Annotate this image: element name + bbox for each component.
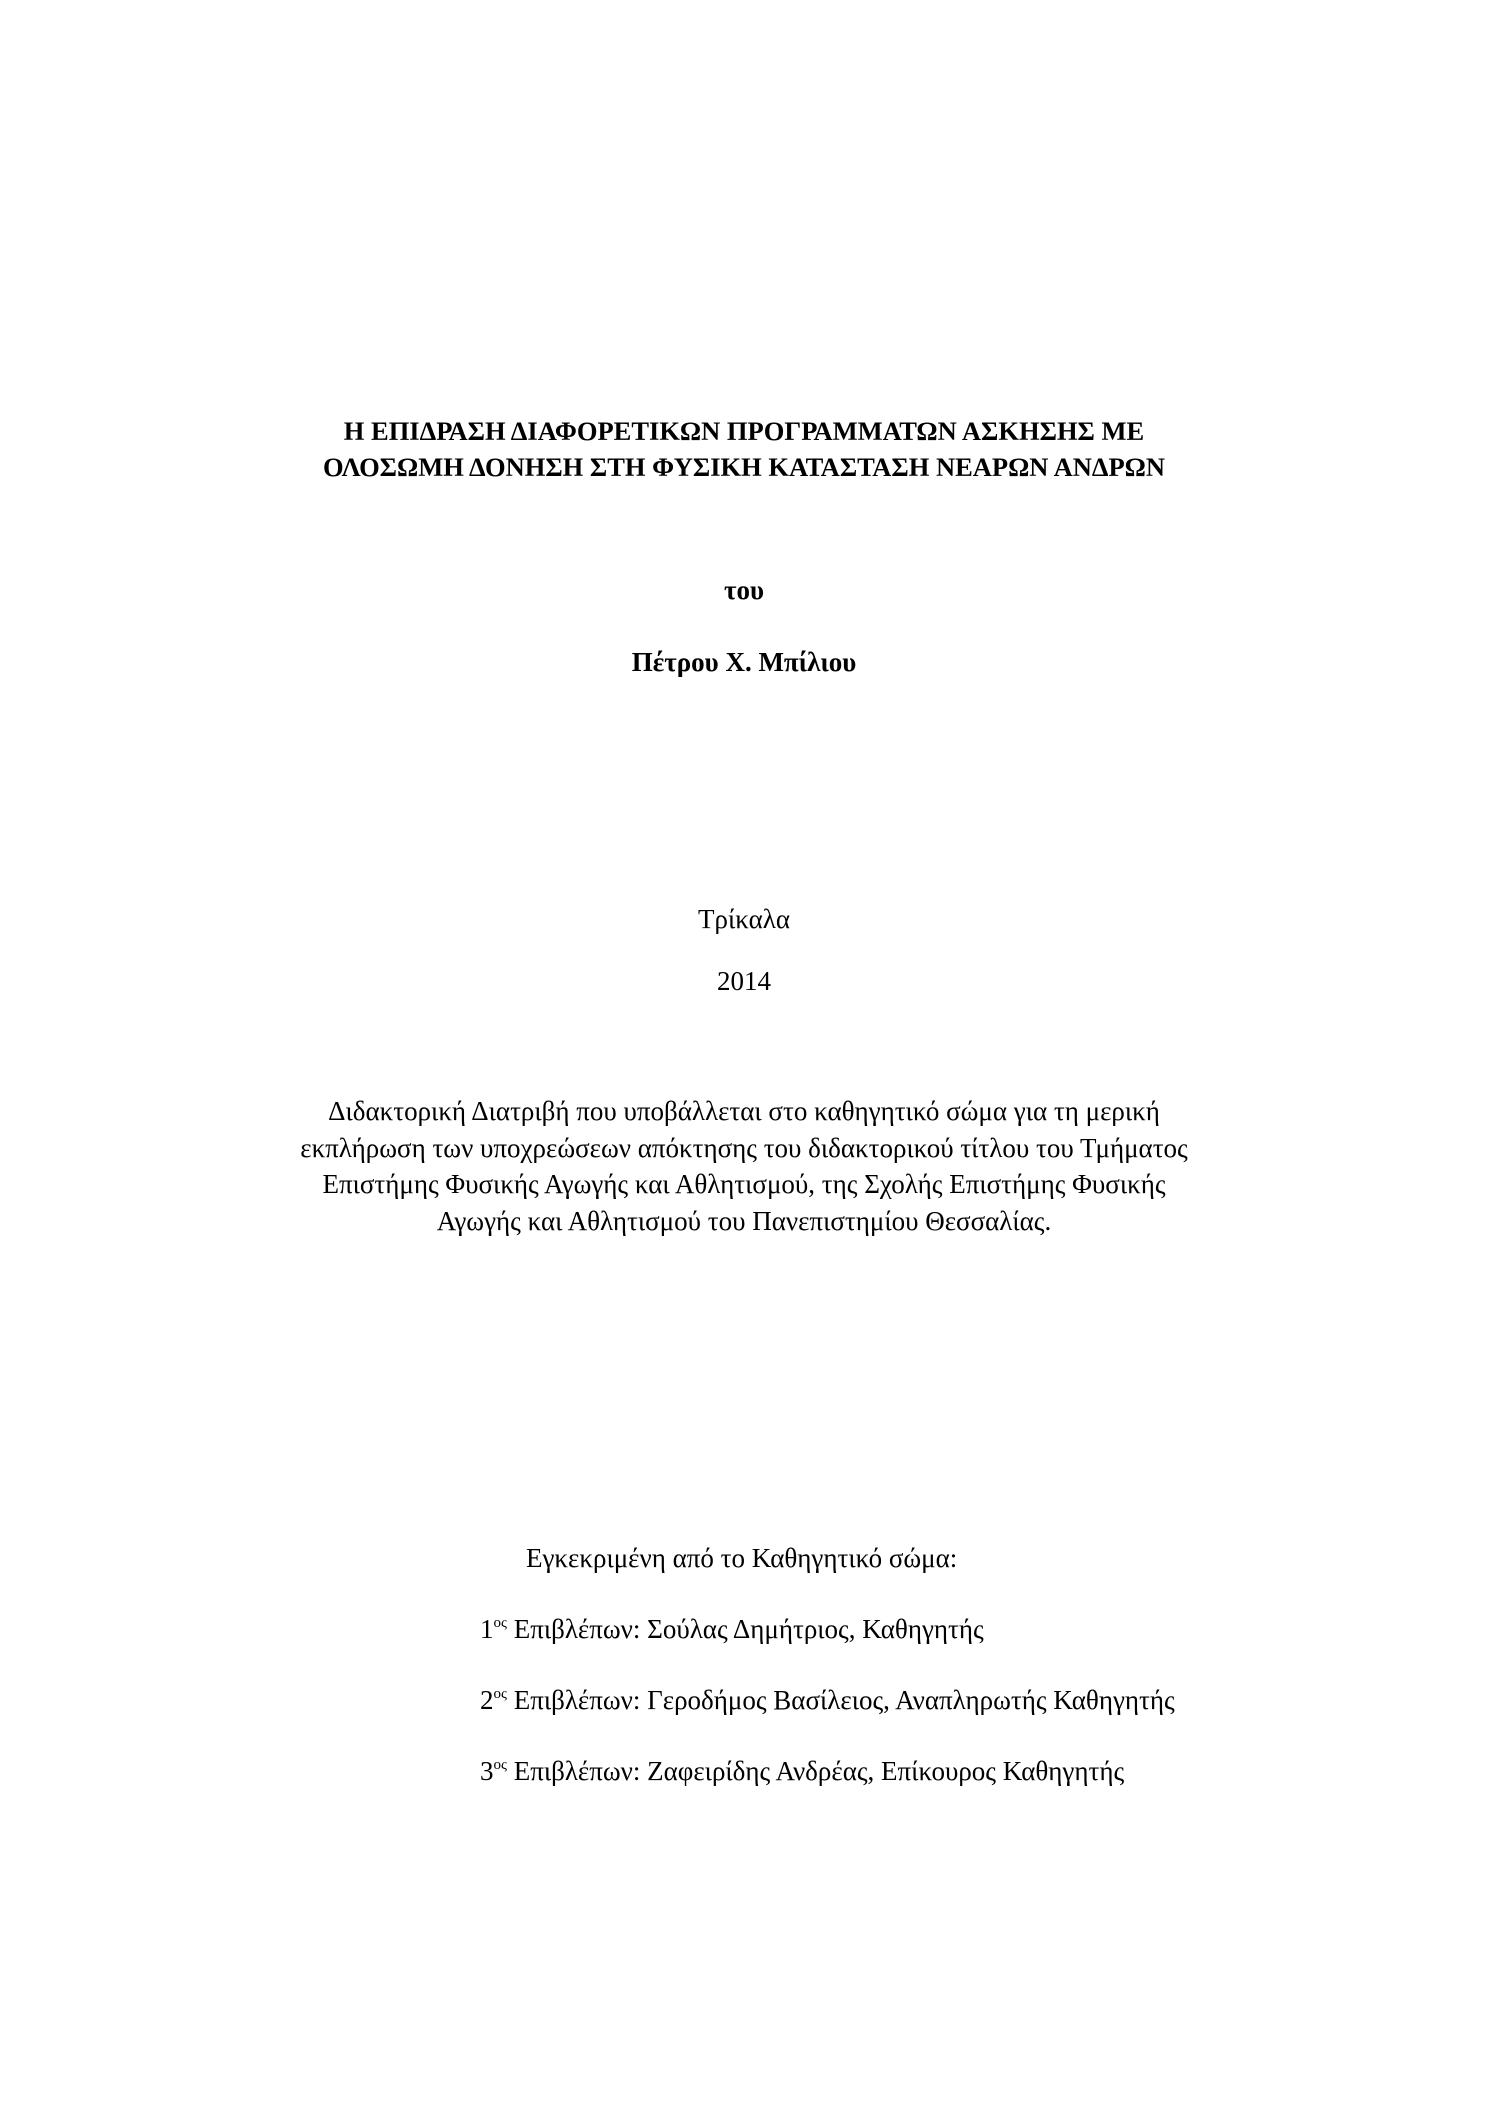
statement-line-4: Αγωγής και Αθλητισμού του Πανεπιστημίου Θεσσαλίας. [436,1205,1052,1236]
member-number: 1 [480,1614,494,1644]
by-label: του [724,575,764,605]
member-text: Επιβλέπων: Γεροδήμος Βασίλειος, Αναπληρωτής Καθηγητής [506,1685,1175,1715]
place: Τρίκαλα [698,904,790,934]
member-ordinal: ος [493,1757,507,1773]
member-number: 3 [480,1756,494,1786]
thesis-title [0,413,1488,485]
thesis-title-line-2: ΟΛΟΣΩΜΗ ΔΟΝΗΣΗ ΣΤΗ ΦΥΣΙΚΗ ΚΑΤΑΣΤΑΣΗ ΝΕΑΡΩΝ ΑΝΔΡΩΝ [322,452,1166,482]
statement-line-2: εκπλήρωση των υποχρεώσεων απόκτησης του διδακτορικού τίτλου του Τμήματος [300,1132,1188,1163]
member-text: Επιβλέπων: Ζαφειρίδης Ανδρέας, Επίκουρος Καθηγητής [506,1756,1125,1786]
committee-section [480,1540,1380,1789]
thesis-title-line-1: Η ΕΠΙΔΡΑΣΗ ΔΙΑΦΟΡΕΤΙΚΩΝ ΠΡΟΓΡΑΜΜΑΤΩΝ ΑΣΚΗΣΗΣ ΜΕ [343,416,1145,446]
member-number: 2 [480,1685,494,1715]
committee-member-3 [480,1753,1380,1789]
statement-line-1: Διδακτορική Διατριβή που υποβάλλεται στο καθηγητικό σώμα για τη μερική [328,1096,1160,1126]
submission-statement [0,1093,1488,1239]
member-text: Επιβλέπων: Σούλας Δημήτριος, Καθηγητής [506,1614,984,1644]
committee-member-2 [480,1682,1380,1718]
committee-heading: Εγκεκριμένη από το Καθηγητικό σώμα: [526,1543,958,1573]
statement-line-3: Επιστήμης Φυσικής Αγωγής και Αθλητισμού, της Σχολής Επιστήμης Φυσικής [322,1169,1166,1199]
member-ordinal: ος [493,1615,507,1631]
committee-member-1 [480,1611,1380,1647]
member-ordinal: ος [493,1686,507,1702]
year: 2014 [717,966,771,996]
author-name: Πέτρου Χ. Μπίλιου [631,647,857,677]
